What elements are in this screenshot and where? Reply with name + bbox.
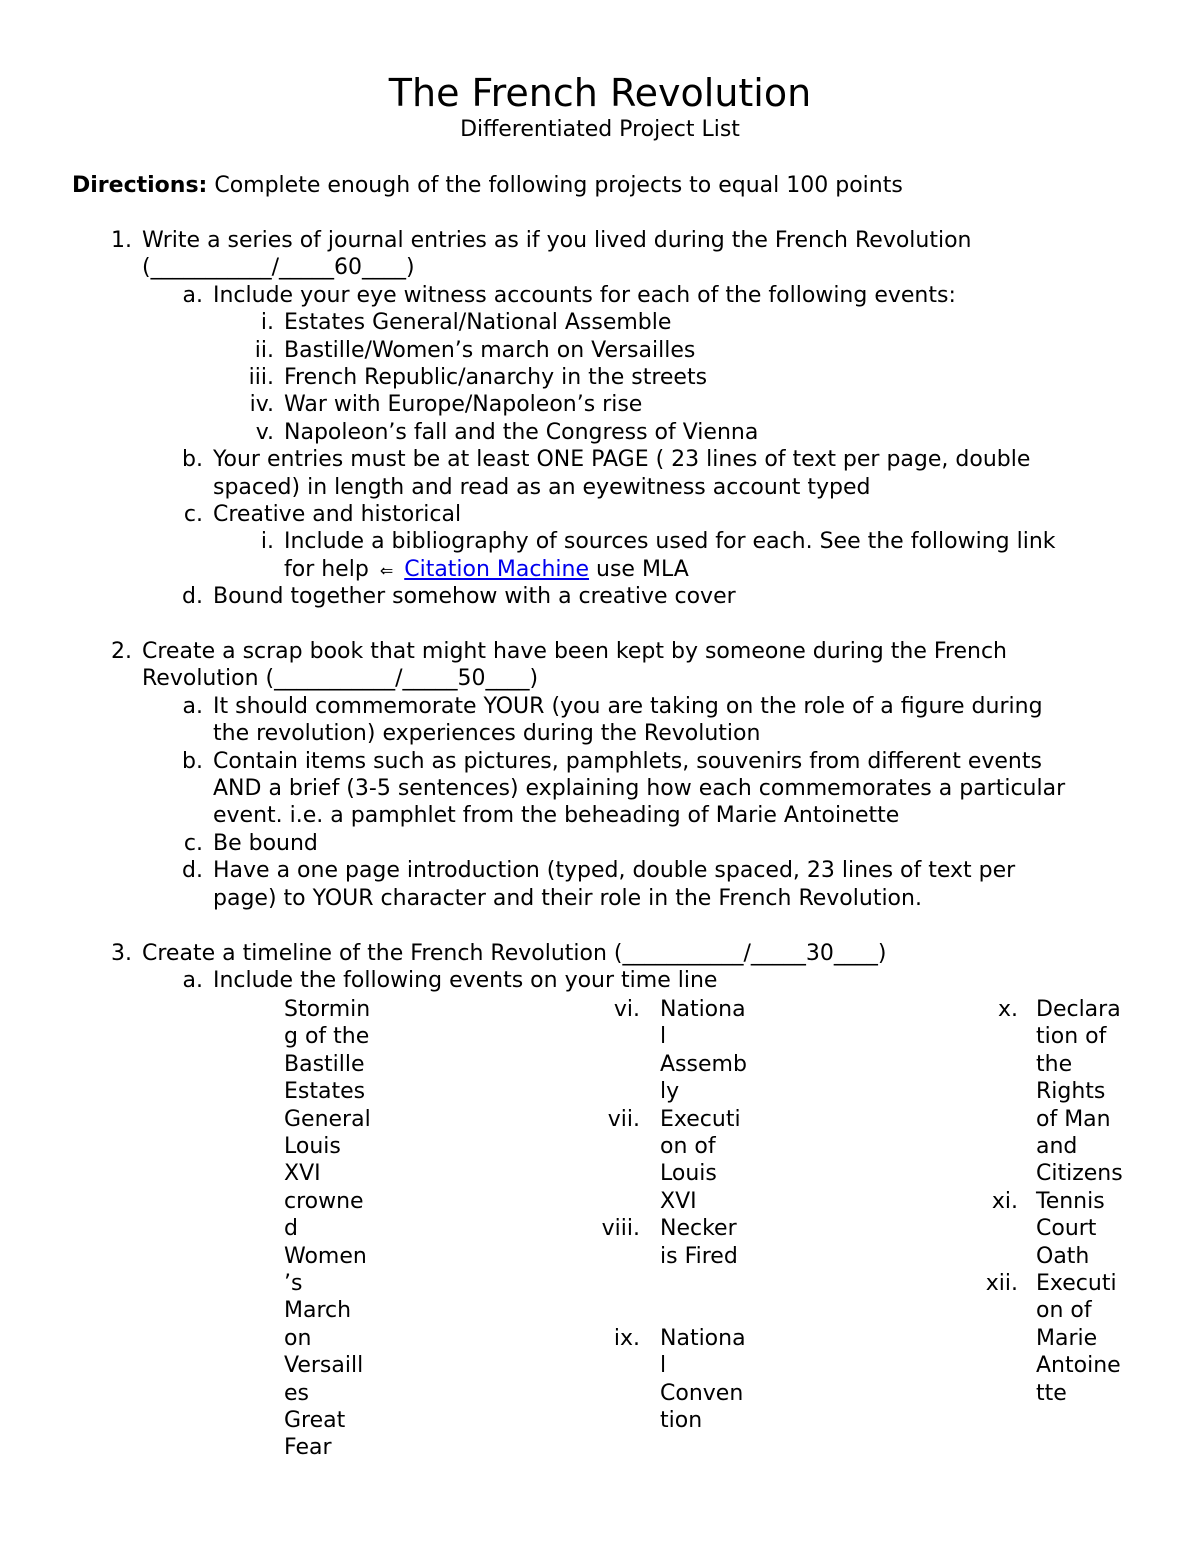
project-1-points [0,254,1200,281]
project-1-item-c [0,501,1200,528]
event-text: Stormin g of the Bastille [284,997,371,1077]
event-text: Great Fear [284,1408,346,1461]
project-2-heading [0,638,1200,665]
project-2-item-d-cont [0,885,1200,912]
project-3-item-a [0,967,1200,994]
project-3 [0,940,1200,995]
event-item [0,391,1200,418]
project-2-item-a [0,693,1200,720]
directions [72,172,903,199]
project-text: Create a scrap book that might have been kept by someone during the French [142,639,1007,664]
item-text: event. i.e. a pamphlet from the beheading of Marie Antoinette [213,803,900,829]
project-2-item-b-cont [0,775,1200,802]
project-1-item-b-cont [0,474,1200,501]
item-text-with-link [284,556,689,584]
page-subtitle: Differentiated Project List [460,117,740,142]
project-number: 1. [111,228,132,253]
item-text: It should commemorate YOUR (you are taking on the role of a figure during [213,693,1043,719]
project-2-item-c [0,830,1200,857]
item-text: the revolution) experiences during the Revolution [213,721,761,747]
event-text: Estates General/National Assemble [284,310,672,336]
item-label: i. [260,529,274,555]
directions-text: Complete enough of the following projects to equal 100 points [214,173,903,198]
item-text: Bound together somehow with a creative cover [213,584,736,610]
project-2 [0,638,1200,912]
project-2-item-a-cont [0,720,1200,747]
event-item [0,364,1200,391]
project-1-heading [0,227,1200,254]
event-item [0,309,1200,336]
arrow-left-icon: ⇐ [379,560,394,580]
event-label: ii. [254,337,274,363]
item-label: d. [182,584,203,610]
project-2-item-d [0,857,1200,884]
project-1 [0,227,1200,610]
event-text: Executi on of Louis XVI [660,1106,741,1214]
item-text: Include a bibliography of sources used for each. See the following link [284,529,1056,555]
item-text: Have a one page introduction (typed, double spaced, 23 lines of text per [213,858,1016,884]
item-label: b. [182,447,203,473]
event-label: xii. [985,1271,1018,1296]
item-label: b. [182,748,203,774]
event-text: Executi on of Marie Antoine tte [1036,1271,1121,1406]
project-1-item-c-i-cont [0,556,1200,583]
event-text: Nationa l Assemb ly [660,997,747,1105]
item-label: a. [182,282,203,308]
event-text: Napoleon’s fall and the Congress of Vienna [284,419,759,445]
project-1-item-d [0,583,1200,610]
event-label: viii. [601,1216,640,1242]
event-label: vii. [607,1106,640,1132]
event-text: Nationa l Conven tion [660,1325,746,1434]
project-1-item-b [0,446,1200,473]
event-label: vi. [613,997,640,1022]
item-text: Contain items such as pictures, pamphlets, souvenirs from different events [213,748,1042,774]
item-label: c. [183,501,203,527]
project-2-item-b [0,748,1200,775]
item-label: d. [182,858,203,884]
event-label: v. [255,419,274,445]
item-text: Include the following events on your time line [213,968,718,994]
timeline-events-columns [0,996,1200,1476]
citation-machine-link[interactable]: Citation Machine [404,556,590,582]
event-text: Bastille/Women’s march on Versailles [284,337,696,363]
event-item [0,337,1200,364]
item-text: page) to YOUR character and their role in the French Revolution. [213,885,922,911]
item-text: Your entries must be at least ONE PAGE ( 23 lines of text per page, double [213,447,1031,473]
event-text: Louis XVI crowne d [284,1134,364,1242]
item-text: Include your eye witness accounts for each of the following events: [213,282,956,308]
project-text: Revolution (___________/_____50____) [142,666,539,692]
event-text: French Republic/anarchy in the streets [284,364,708,390]
project-1-item-c-i [0,528,1200,555]
event-label: i. [260,310,274,336]
item-label: a. [182,968,203,994]
project-3-heading [0,940,1200,967]
directions-label: Directions: [72,173,208,198]
points-blank: (___________/_____60____) [142,255,415,281]
event-text: Estates General [284,1079,371,1132]
item-text: AND a brief (3-5 sentences) explaining how each commemorates a particular [213,775,1066,801]
event-text: Women ’s March on Versaill es [284,1243,367,1406]
project-2-item-b-cont [0,802,1200,829]
event-text: Tennis Court Oath [1036,1188,1105,1269]
event-text: Necker is Fired [660,1216,738,1269]
project-1-item-a [0,282,1200,309]
item-label: a. [182,693,203,719]
item-text: Be bound [213,830,318,856]
project-text: Create a timeline of the French Revolution (___________/_____30____) [142,941,887,966]
project-text: Write a series of journal entries as if you lived during the French Revolution [142,228,972,253]
page-title: The French Revolution [388,71,812,115]
event-text: Declara tion of the Rights of Man and Citizens [1036,997,1123,1187]
item-text: Creative and historical [213,501,462,527]
project-2-heading-cont [0,665,1200,692]
item-label: c. [183,830,203,856]
event-text: War with Europe/Napoleon’s rise [284,392,643,418]
event-label: x. [997,997,1018,1022]
event-item [0,419,1200,446]
event-label: ix. [613,1325,640,1351]
help-prefix: for help [284,556,369,582]
project-number: 3. [111,941,132,966]
event-label: iii. [248,364,274,390]
project-number: 2. [111,639,132,664]
help-suffix: use MLA [596,556,689,582]
item-text: spaced) in length and read as an eyewitness account typed [213,474,871,500]
event-label: iv. [249,392,274,418]
event-label: xi. [991,1188,1018,1214]
